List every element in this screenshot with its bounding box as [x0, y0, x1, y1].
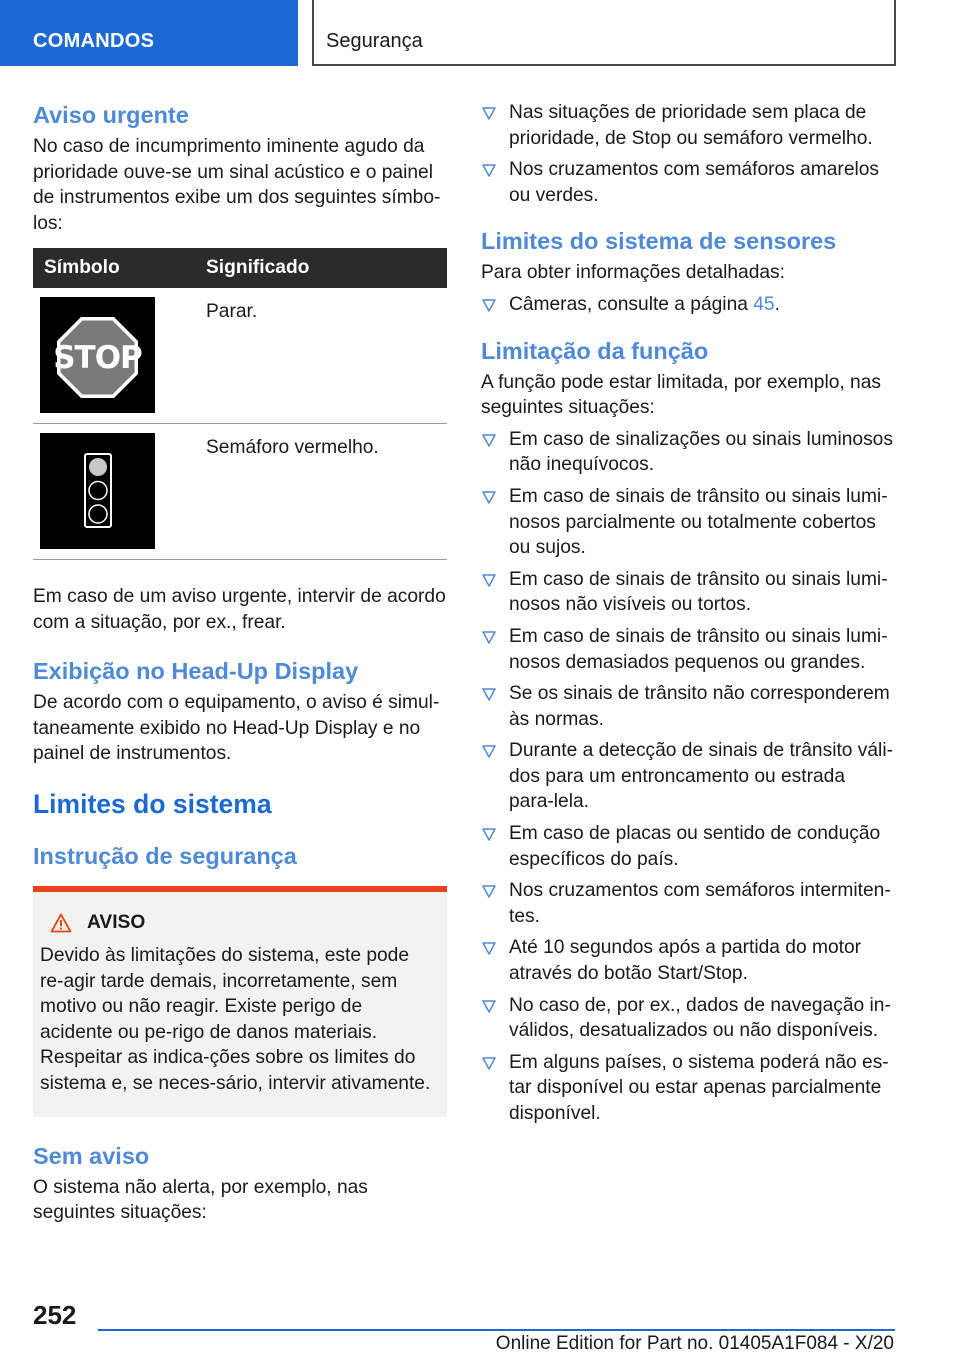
warning-text: Devido às limitações do sistema, este pode re-agir tarde demais, incorretamente, sem motivo ou não reagir. Existe perigo de acidente ou pe-rigo de danos materiais. Respeitar as indica-ções sobre os limites do sistema e, se neces-sário, intervir ativamente.	[40, 944, 431, 1094]
list-item: Em alguns países, o sistema poderá não es-tar disponível ou estar apenas parcialmente disponível.	[481, 1050, 895, 1127]
meaning-stop: Parar.	[206, 301, 258, 322]
bullet-list-function	[481, 427, 895, 1127]
bullet-triangle-icon	[482, 745, 496, 758]
bullet-triangle-icon	[482, 299, 496, 312]
heading-urgent-warning: Aviso urgente	[33, 102, 189, 128]
list-item: Câmeras, consulte a página 45.	[481, 292, 895, 318]
traffic-light-icon	[40, 433, 155, 549]
list-item: Nas situações de prioridade sem placa de prioridade, de Stop ou semáforo vermelho.	[481, 100, 895, 151]
edition-note: Online Edition for Part no. 01405A1F084 - X/20	[495, 1333, 894, 1354]
paragraph-hud: De acordo com o equipamento, o aviso é simul-taneamente exibido no Head-Up Display e no painel de instrumentos.	[33, 692, 440, 765]
list-item: Nos cruzamentos com semáforos amarelos ou verdes.	[481, 157, 895, 208]
bullet-triangle-icon	[482, 434, 496, 447]
heading-safety-instruction: Instrução de segurança	[33, 842, 297, 869]
page-link[interactable]: 45	[753, 293, 775, 315]
list-item: Em caso de sinalizações ou sinais luminosos não inequívocos.	[481, 427, 895, 478]
symbol-table	[33, 248, 447, 560]
list-item: Em caso de sinais de trânsito ou sinais lumi-nosos parcialmente ou totalmente cobertos ou sujos.	[481, 484, 895, 561]
bullet-triangle-icon	[482, 631, 496, 644]
chapter-tab	[312, 0, 896, 66]
left-column	[33, 100, 447, 1226]
column-header-meaning: Significado	[206, 257, 310, 278]
list-item: Até 10 segundos após a partida do motor através do botão Start/Stop.	[481, 935, 895, 986]
chapter-title: Segurança	[326, 30, 423, 52]
heading-sensor-limits: Limites do sistema de sensores	[481, 228, 837, 255]
section-title: COMANDOS	[33, 30, 155, 52]
bullet-list-top	[481, 100, 895, 208]
bullet-triangle-icon	[482, 164, 496, 177]
bullet-triangle-icon	[482, 491, 496, 504]
paragraph-urgent-warning: No caso de incumprimento iminente agudo da prioridade ouve-se um sinal acústico e o painel de instrumentos exibe um dos seguintes símbo-los:	[33, 136, 441, 234]
heading-system-limits: Limites do sistema	[33, 788, 272, 819]
bullet-triangle-icon	[482, 688, 496, 701]
heading-hud: Exibição no Head-Up Display	[33, 658, 359, 685]
stop-sign-icon	[40, 297, 155, 413]
warning-triangle-icon	[50, 913, 72, 933]
list-item: Se os sinais de trânsito não corresponderem às normas.	[481, 681, 895, 732]
list-item: Em caso de sinais de trânsito ou sinais lumi-nosos não visíveis ou tortos.	[481, 567, 895, 618]
warning-box	[33, 886, 447, 1117]
paragraph-function-limitation: A função pode estar limitada, por exemplo, nas seguintes situações:	[481, 371, 881, 419]
stop-sign-text: STOP	[53, 340, 142, 376]
bullet-triangle-icon	[482, 942, 496, 955]
table-row	[33, 424, 447, 560]
bullet-triangle-icon	[482, 1000, 496, 1013]
list-item: Em caso de placas ou sentido de condução específicos do país.	[481, 821, 895, 872]
list-item: Durante a detecção de sinais de trânsito váli-dos para um entroncamento ou estrada para-lela.	[481, 738, 895, 815]
meaning-red-light: Semáforo vermelho.	[206, 437, 379, 458]
right-column	[481, 100, 895, 1133]
section-tab	[0, 0, 298, 66]
list-item: Nos cruzamentos com semáforos intermiten-tes.	[481, 878, 895, 929]
paragraph-no-warning: O sistema não alerta, por exemplo, nas seguintes situações:	[33, 1176, 368, 1224]
table-header	[33, 248, 447, 288]
bullet-triangle-icon	[482, 574, 496, 587]
page-number: 252	[33, 1300, 77, 1330]
list-item: Em caso de sinais de trânsito ou sinais lumi-nosos demasiados pequenos ou grandes.	[481, 624, 895, 675]
footer-rule	[98, 1329, 895, 1331]
bullet-triangle-icon	[482, 1057, 496, 1070]
warning-title: AVISO	[87, 911, 146, 933]
heading-function-limitation: Limitação da função	[481, 337, 709, 364]
table-row	[33, 288, 447, 424]
bullet-triangle-icon	[482, 828, 496, 841]
bullet-triangle-icon	[482, 885, 496, 898]
paragraph-sensor-limits: Para obter informações detalhadas:	[481, 262, 785, 284]
column-header-symbol: Símbolo	[44, 257, 120, 278]
heading-no-warning: Sem aviso	[33, 1142, 150, 1169]
paragraph-after-table: Em caso de um aviso urgente, intervir de acordo com a situação, por ex., frear.	[33, 586, 446, 633]
bullet-triangle-icon	[482, 107, 496, 120]
list-item: No caso de, por ex., dados de navegação in-válidos, desatualizados ou não disponíveis.	[481, 993, 895, 1044]
